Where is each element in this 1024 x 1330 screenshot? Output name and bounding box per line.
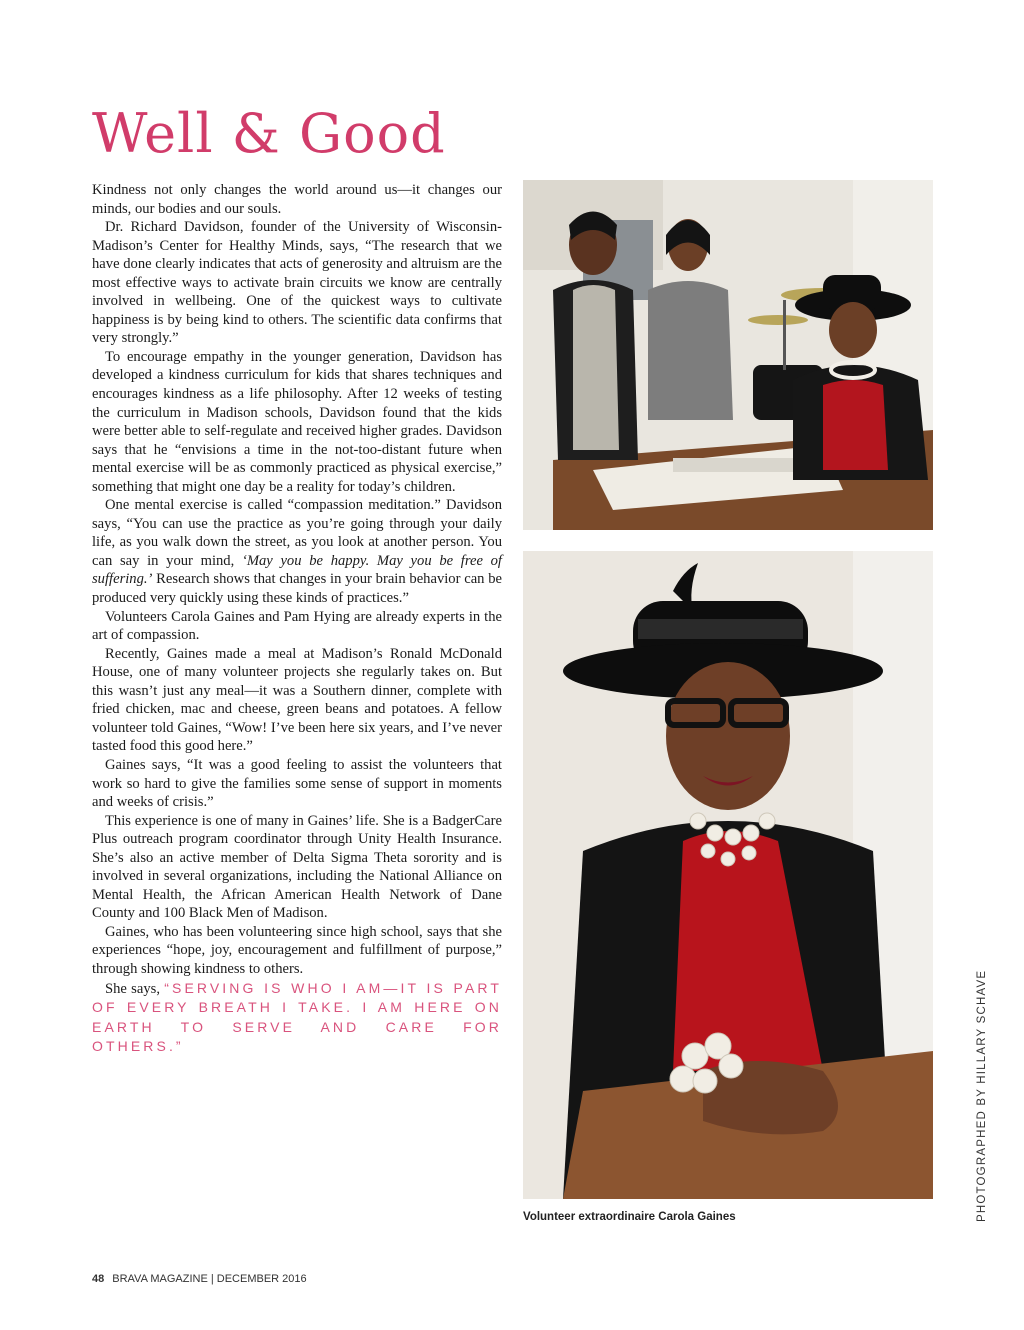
photo-portrait-illustration: [523, 551, 933, 1199]
article-paragraph: Volunteers Carola Gaines and Pam Hying are already experts in the art of compassion.: [92, 608, 502, 644]
section-title: Well & Good: [92, 102, 446, 165]
photo-credit: PHOTOGRAPHED BY HILLARY SCHAVE: [976, 969, 988, 1222]
article-paragraph: Gaines says, “It was a good feeling to assist the volunteers that work so hard to give the families some sense of support in moments and weeks of crisis.”: [92, 756, 502, 811]
photo-caption: Volunteer extraordinaire Carola Gaines: [523, 1211, 736, 1223]
photo-carola-gaines-portrait: [523, 551, 933, 1199]
pull-quote: “SERVING IS WHO I AM—IT IS PART OF EVERY BREATH I TAKE. I AM HERE ON EARTH TO SERVE AND CARE FOR OTHERS.”: [92, 979, 502, 1055]
article-paragraph: This experience is one of many in Gaines’ life. She is a BadgerCare Plus outreach program coordinator through Unity Health Insurance. She’s also an active member of Delta Sigma Theta sorority and is involved in several organizations, including the National Alliance on Mental Health, the African American Health Network of Dane County and 100 Black Men of Madison.: [92, 812, 502, 922]
meditation-quote: ‘May you be happy. May you be free of suffering.’: [92, 552, 502, 588]
photo-women-at-organ-illustration: [523, 180, 933, 530]
article-paragraph: Dr. Richard Davidson, founder of the University of Wisconsin-Madison’s Center for Healthy Minds, says, “The research that we have done clearly indicates that acts of generosity and altruism are the most effective ways to activate brain circuits we know are centrally involved in wellbeing. One of the quickest ways to cultivate happiness is by being kind to others. The scientific data confirms that very strongly.”: [92, 219, 502, 347]
publication-line: BRAVA MAGAZINE | DECEMBER 2016: [112, 1273, 307, 1285]
article-body: [92, 181, 502, 1057]
closing-lead: She says,: [105, 980, 160, 997]
article-paragraph: [92, 979, 502, 1057]
meditation-outro: Research shows that changes in your brain behavior can be produced very quickly using these kinds of practices.”: [92, 571, 502, 607]
photo-women-at-organ: [523, 180, 933, 530]
article-paragraph: Gaines, who has been volunteering since high school, says that she experiences “hope, joy, encouragement and fulfillment of purpose,” through showing kindness to others.: [92, 923, 502, 977]
meditation-intro: One mental exercise is called “compassion meditation.” Davidson says, “You can use the practice as you’re going through your daily life, as you walk down the street, as you look at another person. You can say in your mind,: [92, 497, 502, 569]
article-paragraph: [92, 496, 502, 607]
article-paragraph: To encourage empathy in the younger generation, Davidson has developed a kindness curriculum for kids that shares techniques and encourages kindness as a life philosophy. After 12 weeks of testing the curriculum in Madison schools, Davidson found that the kids were better able to self-regulate and received higher grades. Davidson says that he “envisions a time in the not-too-distant future when mental exercise will be as commonly practiced as physical exercise,” something that might one day be a reality for today’s children.: [92, 348, 502, 495]
page-number: 48: [92, 1273, 105, 1285]
page-footer: [92, 1273, 307, 1285]
article-paragraph: Recently, Gaines made a meal at Madison’s Ronald McDonald House, one of many volunteer projects she regularly takes on. But this wasn’t just any meal—it was a Southern dinner, complete with fried chicken, mac and cheese, green beans and potatoes. A fellow volunteer told Gaines, “Wow! I’ve been here six years, and I’ve never tasted food this good here.”: [92, 645, 502, 755]
article-paragraph: Kindness not only changes the world around us—it changes our minds, our bodies and our souls.: [92, 182, 502, 217]
